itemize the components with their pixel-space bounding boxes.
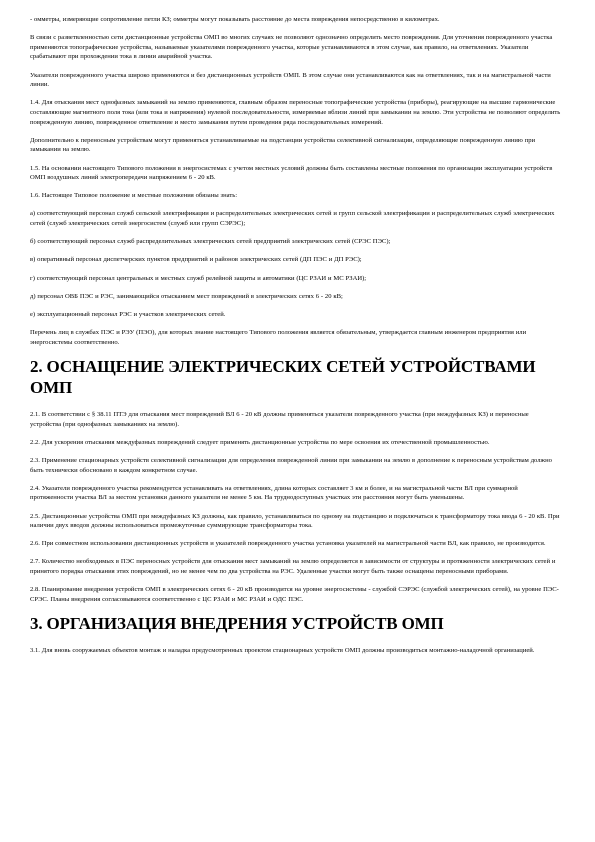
- paragraph: - омметры, измеряющие сопротивление петли КЗ; омметры могут показывать расстояние до места повреждения непосредственно в километрах.: [30, 16, 440, 23]
- section-3-body: [30, 646, 561, 656]
- paragraph: Дополнительно к переносным устройствам могут применяться устанавливаемые на подстанции устройства селективной сигнализации, определяющие поврежденную линию при замыкании на землю.: [30, 136, 536, 154]
- paragraph: 2.3. Применение стационарных устройств селективной сигнализации для определения поврежденной линии при замыкании на землю в дополнение к переносным устройствам должно быть технически обосновано в каждом конкретном случае.: [30, 456, 552, 474]
- paragraph: 2.5. Дистанционные устройства ОМП при междуфазных КЗ должны, как правило, устанавливаться по одному на подстанцию и подключаться к трансформатору тока ввода 6 - 20 кВ. При наличии двух вводов должны использоваться промежуточные суммирующие трансформаторы тока.: [30, 512, 560, 530]
- paragraph: 2.1. В соответствии с § 38.11 ПТЭ для отыскания мест повреждений ВЛ 6 - 20 кВ должны применяться указатели поврежденного участка (при междуфазных КЗ) и переносные устройства (при однофазных замыканиях на землю).: [30, 410, 529, 428]
- list-item: б) соответствующий персонал служб распределительных электрических сетей предприятий электрических сетей (СРЭС ПЭС);: [30, 238, 391, 246]
- paragraph: Указатели поврежденного участка широко применяются и без дистанционных устройств ОМП. В этом случае они устанавливаются как на ответвлениях, так и на магистральной части линии.: [30, 71, 551, 89]
- list-item: д) персонал ОВБ ПЭС и РЭС, занимающийся отысканием мест повреждений в электрических сетях 6 - 20 кВ;: [30, 292, 343, 300]
- paragraph: Перечень лиц в службах ПЭС и РЭУ (ПЭО), для которых знание настоящего Типового положения является обязательным, утверждается главным инженером предприятия или энергосистемы соответственно.: [30, 329, 527, 346]
- list-item: е) эксплуатационный персонал РЭС и участков электрических сетей.: [30, 311, 226, 318]
- paragraph: 2.6. При совместном использовании дистанционных устройств и указателей поврежденного участка установка указателей на магистральной части ВЛ, как правило, не производится.: [30, 540, 546, 548]
- section-1-body: [30, 15, 561, 347]
- paragraph: 1.6. Настоящее Типовое положение и местные положения обязаны знать:: [30, 192, 238, 200]
- paragraph: 3.1. Для вновь сооружаемых объектов монтаж и наладка предусмотренных проектом стационарных устройств ОМП должны производиться монтажно-наладочной организацией.: [30, 647, 535, 655]
- section-2-heading: 2. ОСНАЩЕНИЕ ЭЛЕКТРИЧЕСКИХ СЕТЕЙ УСТРОЙСТВАМИ ОМП: [30, 356, 536, 397]
- paragraph: 2.8. Планирование внедрения устройств ОМП в электрических сетях 6 - 20 кВ производится на уровне энергосистемы - службой СЭРЭС (службой электрических сетей), на уровне ПЭС-СРЭС. Планы внедрения согласовываются соответственно с ЦС РЗАИ и МС РЗАИ и ОДС ПЭС.: [30, 586, 559, 603]
- list-item: г) соответствующий персонал центральных и местных служб релейной защиты и автоматики (ЦС РЗАИ и МС РЗАИ);: [30, 274, 367, 282]
- paragraph: 2.7. Количество необходимых в ПЭС переносных устройств для отыскания мест замыканий на землю определяется в зависимости от структуры и протяженности электрических сетей и принятого порядка отыскания этих повреждений, но не менее чем по два устройства на РЭС. Удаленные участки могут быть также оснащены переносными приборами.: [30, 558, 556, 576]
- section-2-body: [30, 410, 561, 604]
- paragraph: 1.5. На основании настоящего Типового положения в энергосистемах с учетом местных условий должны быть составлены местные положения по организации эксплуатации устройств ОМП воздушных линий электропередачи напряжением 6 - 20 кВ.: [30, 164, 553, 182]
- paragraph: 1.4. Для отыскания мест однофазных замыканий на землю применяются, главным образом переносные топографические устройства (приборы), реагирующие на высшие гармонические составляющие магнитного поля тока (или тока и напряжения) нулевой последовательности, измеряемые вблизи линий при замыкании на землю. Эти устройства не позволяют определить поврежденную линию, поврежденное ответвление и место замыкания путем проведения ряда последовательных измерений.: [30, 99, 561, 126]
- list-item: в) оперативный персонал диспетчерских пунктов предприятий и районов электрических сетей (ДП ПЭС и ДП РЭС);: [30, 256, 362, 264]
- paragraph: 2.4. Указатели поврежденного участка рекомендуется устанавливать на ответвлениях, длина которых составляет 3 км и более, и на магистральной части ВЛ при суммарной протяженности участка ВЛ за местом установки данного указателя не менее 5 км. На труднодоступных участках эти расстояния могут быть уменьшены.: [30, 484, 518, 502]
- list-item: а) соответствующий персонал служб сельской электрификации и распределительных электрических сетей и групп сельской электрификации и распределительных служб электрических сетей (служб электрических сетей энергосистем (служб или групп СЭРЭС);: [30, 210, 555, 228]
- section-3-heading: 3. ОРГАНИЗАЦИЯ ВНЕДРЕНИЯ УСТРОЙСТВ ОМП: [30, 614, 444, 634]
- paragraph: В связи с разветвленностью сети дистанционные устройства ОМП во многих случаях не позволяют однозначно определить место повреждения. Для уточнения поврежденного участка применяются топографические устройства, называемые указателями поврежденного участка, которые устанавливаются в этом случае, как правило, на ответвлениях. Указатели срабатывают при прохождении тока в линии аварийной участка.: [30, 34, 553, 61]
- paragraph: 2.2. Для ускорения отыскания междуфазных повреждений следует применять дистанционные устройства по мере освоения их отечественной промышленностью.: [30, 438, 490, 446]
